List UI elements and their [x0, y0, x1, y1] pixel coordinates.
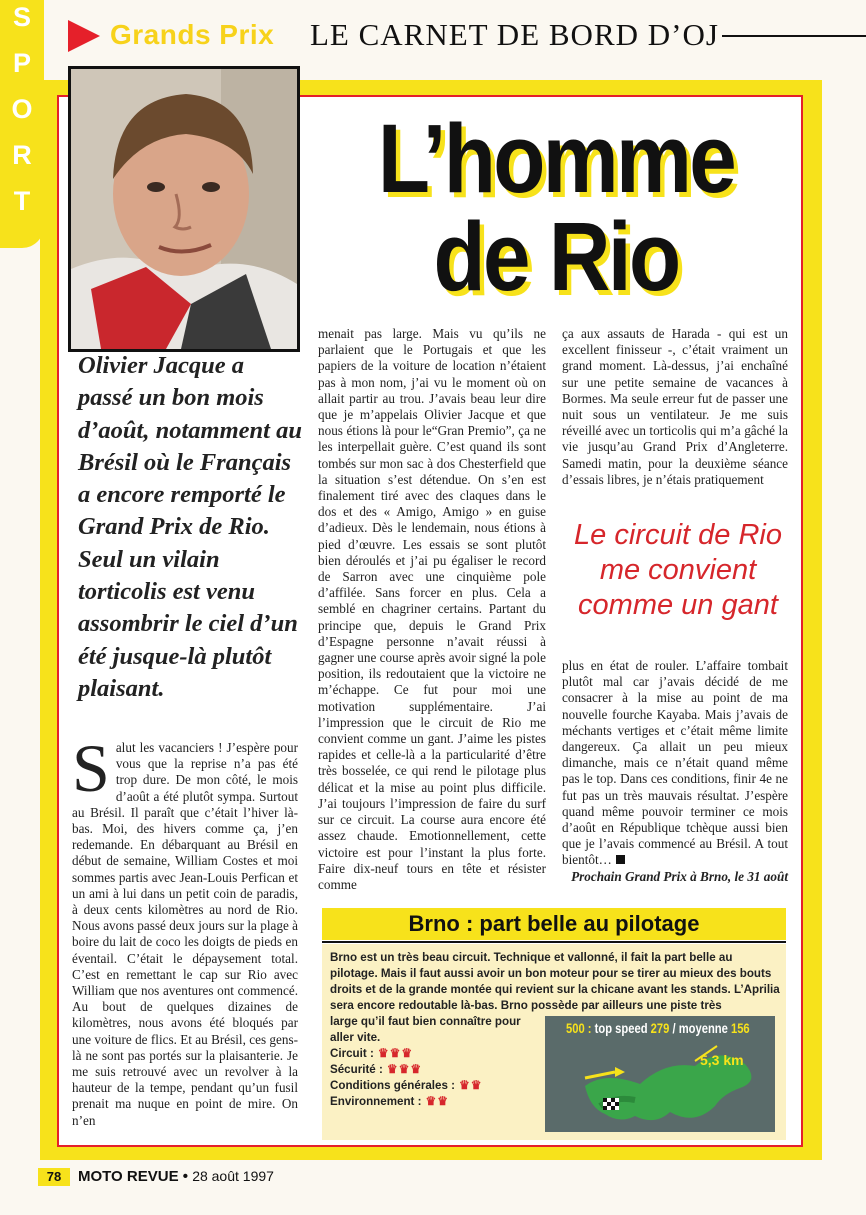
portrait-illustration	[71, 69, 297, 349]
section-label: Grands Prix	[110, 19, 275, 50]
rating-environment	[330, 1094, 449, 1108]
side-tab-letter: S	[12, 2, 31, 32]
article-column-1	[72, 730, 298, 1129]
side-tab-letter: O	[11, 94, 33, 124]
rating-label: Circuit :	[330, 1047, 374, 1060]
rating-label: Environnement :	[330, 1095, 422, 1108]
rating-label: Sécurité :	[330, 1063, 383, 1076]
headline	[345, 104, 767, 311]
side-tab-letter: P	[12, 48, 31, 78]
crown-icon: ♛♛♛	[377, 1046, 414, 1060]
headline-line-1: L’homme	[377, 104, 735, 213]
side-tab-letter: T	[13, 186, 31, 216]
rating-circuit	[330, 1046, 413, 1060]
crown-icon: ♛♛♛	[386, 1062, 423, 1076]
end-mark-icon	[616, 855, 625, 864]
average-value: 156	[730, 1020, 750, 1036]
magazine-name: MOTO REVUE	[78, 1168, 179, 1185]
footer-bullet: •	[182, 1168, 189, 1185]
pull-quote: Le circuit de Rio me convient comme un gant	[574, 519, 782, 621]
box-text-narrow: large qu’il faut bien connaître pour aller vite.	[330, 1015, 521, 1044]
crown-icon: ♛♛	[425, 1094, 449, 1108]
rating-general-conditions	[330, 1078, 483, 1092]
class-label: 500 :	[566, 1020, 592, 1036]
article-column-3-top: ça aux assauts de Harada - qui est un excellent finisseur -, c’était vraiment un grand moment. Là-dessus, j’ai enchaîné sur une petite semaine de vacances à Bormes. Ma seule erreur fut de passer une nuit sous un ventilateur. Je me suis réveillé avec un torticolis qui m’a gâché la vie jusqu’au Grand Prix d’Angleterre. Samedi matin, pour la deuxième séance d’essais libres, je n’étais pratiquement	[562, 326, 788, 487]
issue-date: 28 août 1997	[192, 1168, 274, 1184]
box-text-wide: Brno est un très beau circuit. Technique et vallonné, il fait la part belle au pilotage. Mais il faut aussi avoir un bon moteur pour se tirer au mieux des bouts droits et de la grande montée qui revient sur la chicane avant les stands. L’Aprilia sera encore redoutable là-bas. Brno possède par ailleurs une piste très	[330, 951, 780, 1012]
track-length: 5,3 km	[700, 1052, 744, 1068]
top-speed-value: 279	[650, 1020, 670, 1036]
section-arrow-icon	[68, 20, 100, 52]
crown-icon: ♛♛	[458, 1078, 483, 1092]
article-text: alut les vacanciers ! J’espère pour vous que la reprise n’a pas été trop dure. De mon côté, le mois d’août a été plutôt sympa. Surtout au Brésil. Il paraît que c’était l’hiver là-bas. Moi, des hivers comme ça, j’en redemande. En débarquant au Brésil en début de semaine, William Costes et moi sommes partis avec Jean-Louis Perfican et un ami à lui dans un petit coin de paradis, à deux cents kilomètres au nord de Rio. Nous avons passé deux jours sur la plage à boire du lait de coco les doigts de pieds en éventail. C’était le dépaysement total. C’est en remettant le cap sur Rio avec William que nos aventures ont commencé. Au bout de quelques dizaines de kilomètres, nous avons été bloqués par une voiture de flics. Et au Brésil, ces gens-là ne sont pas portés sur la plaisanterie. Je me suis retrouvé avec un revolver à la hauteur de la tempe, pendant qu’un fusil prenait ma nuque en point de mire. On n’en	[72, 740, 298, 1128]
header-rule	[722, 35, 866, 37]
speed-stats	[566, 1020, 750, 1036]
footer-magazine	[78, 1168, 274, 1185]
rating-label: Conditions générales :	[330, 1079, 455, 1092]
box-title-rule	[322, 941, 786, 943]
headline-line-2: de Rio	[433, 202, 679, 311]
top-speed-label: top speed	[594, 1020, 648, 1036]
box-title: Brno : part belle au pilotage	[408, 911, 700, 936]
sport-side-tab	[0, 0, 44, 248]
page-number: 78	[38, 1168, 70, 1186]
column-title: LE CARNET DE BORD D’OJ	[310, 17, 719, 52]
article-column-3-bottom	[562, 658, 788, 885]
article-column-2: menait pas large. Mais vu qu’ils ne parlaient que le Portugais et que les papiers de la voiture de location n’étaient pas à mon nom, j’ai vu le moment où on allait partir au trou. J’avais beau leur dire que je m’appelais Olivier Jacque et que nous étions là pour le“Gran Premio”, ça ne les interpellait guère. C’est quand ils sont tombés sur mon sac à dos Chesterfield que la situation s’est détendue. On s’en est finalement tiré avec des claques dans le dos et des « Amigo, Amigo » en guise d’adieux. Dès le lendemain, nous étions à pied d’œuvre. Les essais se sont plutôt bien déroulés et j’ai pu égaliser le record de Sarron avec une cinquième pole d’affilée. Sans forcer en plus. Cela a semblé en chagriner certains. Partant du principe que, depuis le Grand Prix d’Espagne personne n’avait réussi à gagner une course après avoir signé la pole position, ils redoutaient que la victoire ne m’échappe. Ce fut pour moi une motivation supplémentaire. J’ai l’impression que le circuit de Rio me convient comme un gant. J’aime les pistes rapides et celle-là a la particularité d’être très bosselée, ce qui rend le pilotage plus délicat et la mise au point plus difficile. J’ai toujours l’impression de faire du surf sur ce circuit. La course aura encore été assez chaude. Emotionnellement, cette victoire est pour l’instant la plus forte. Faire dix-neuf tours en tête et résister comme	[318, 326, 546, 892]
average-label: moyenne	[678, 1020, 728, 1036]
article-text: plus en état de rouler. L’affaire tombait plutôt mal car j’avais décidé de me consacrer à la mise au point de ma nouvelle fourche Kayaba. Mais j’avais de méchants vertiges et c’était même limite dangereux. Ça allait un peu mieux dimanche, mais ce n’était quand même pas le top. Dans ces conditions, finir 4e ne fut pas un très mauvais résultat. J’espère quand même pouvoir terminer ce mois d’août en République tchèque aussi bien que je l’avais commencé au Brésil. A tout bientôt…	[562, 658, 788, 868]
drop-cap: S	[72, 730, 110, 806]
rating-security	[330, 1062, 422, 1076]
next-grand-prix-note: Prochain Grand Prix à Brno, le 31 août	[571, 868, 788, 884]
intro-paragraph: Olivier Jacque a passé un bon mois d’août, notamment au Brésil où le Français a encore remporté le Grand Prix de Rio. Seul un vilain torticolis est venu assombrir le ciel d’un été jusque-là plutôt plaisant.	[78, 352, 302, 702]
stats-separator: /	[672, 1020, 676, 1036]
rider-portrait-photo	[68, 66, 300, 352]
side-tab-letter: R	[12, 140, 32, 170]
